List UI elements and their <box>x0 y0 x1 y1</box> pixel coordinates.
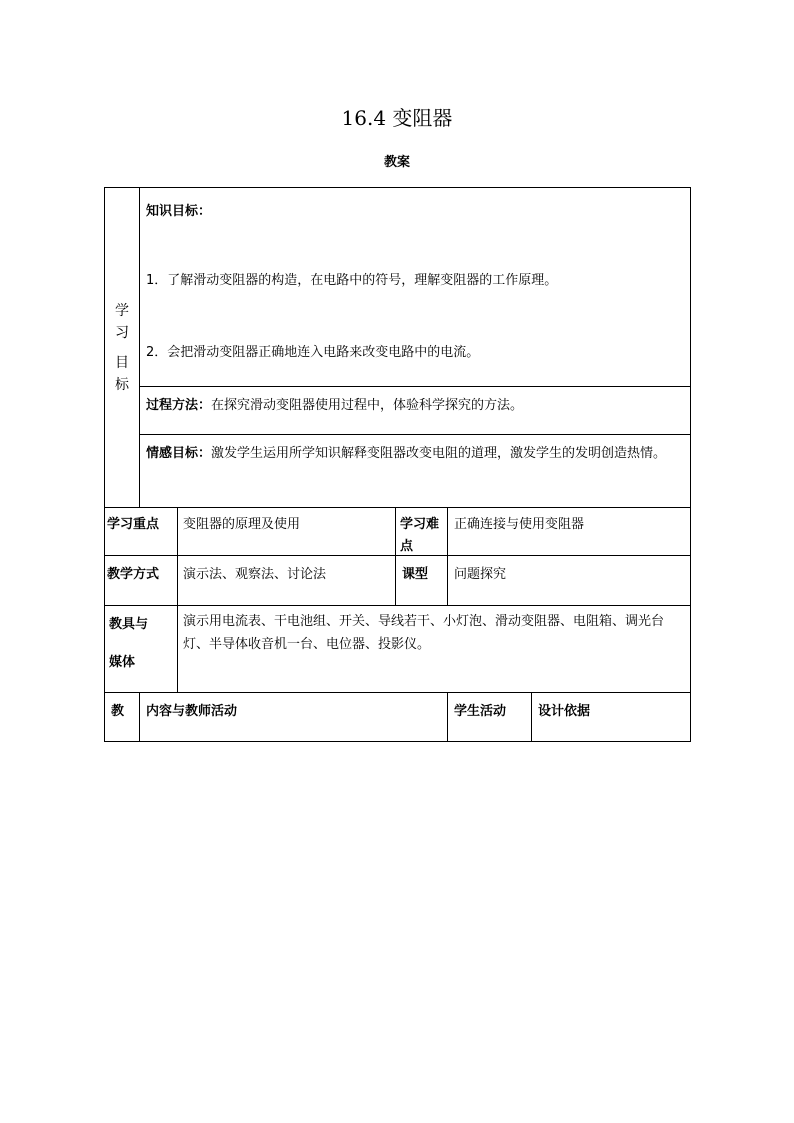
side-label-char: 习 <box>115 324 129 341</box>
tools-label-cell <box>105 606 178 693</box>
method-value-cell <box>178 556 396 606</box>
process-header-row <box>105 693 691 742</box>
objectives-knowledge-row <box>105 188 691 387</box>
tools-row <box>105 606 691 693</box>
difficulty-value-cell <box>448 508 691 556</box>
knowledge-label: 知识目标： <box>146 204 212 219</box>
key-point-value: 变阻器的原理及使用 <box>183 517 301 532</box>
type-value-cell <box>448 556 691 606</box>
process-header-col2 <box>140 693 448 742</box>
key-point-label-cell <box>105 508 178 556</box>
process-cell <box>140 387 691 435</box>
key-point-value-cell <box>178 508 396 556</box>
method-value: 演示法、观察法、讨论法 <box>183 567 327 582</box>
tools-value-cell <box>178 606 691 693</box>
process-header-design: 设计依据 <box>538 704 591 719</box>
emotion-text: 激发学生运用所学知识解释变阻器改变电阻的道理，激发学生的发明创造热情。 <box>211 446 667 461</box>
focus-row <box>105 508 691 556</box>
process-label: 过程方法： <box>146 398 212 413</box>
objectives-process-row <box>105 387 691 435</box>
side-label-char: 标 <box>115 376 129 393</box>
method-row <box>105 556 691 606</box>
objectives-emotion-row <box>105 435 691 508</box>
emotion-cell <box>140 435 691 508</box>
objectives-side-label <box>105 188 140 508</box>
type-label-cell <box>396 556 448 606</box>
knowledge-cell <box>140 188 691 387</box>
document-subtitle: 教案 <box>383 155 410 170</box>
knowledge-item-1: 1．了解滑动变阻器的构造，在电路中的符号，理解变阻器的工作原理。 <box>146 273 558 288</box>
process-header-student: 学生活动 <box>454 704 507 719</box>
difficulty-value: 正确连接与使用变阻器 <box>454 517 585 532</box>
method-label: 教学方式 <box>107 567 160 582</box>
method-label-cell <box>105 556 178 606</box>
lesson-plan-table <box>104 187 691 742</box>
side-label-char: 学 <box>115 302 129 319</box>
process-header-col3 <box>448 693 532 742</box>
process-header-content: 内容与教师活动 <box>146 704 238 719</box>
process-header-teach: 教 <box>111 704 125 719</box>
document-title: 16.4 变阻器 <box>341 106 453 130</box>
key-point-label: 学习重点 <box>107 517 160 532</box>
difficulty-label: 学习难点 <box>400 517 440 554</box>
process-header-col4 <box>532 693 691 742</box>
knowledge-item-2: 2．会把滑动变阻器正确地连入电路来改变电路中的电流。 <box>146 345 480 360</box>
difficulty-label-cell <box>396 508 448 556</box>
tools-value: 演示用电流表、干电池组、开关、导线若干、小灯泡、滑动变阻器、电阻箱、调光台灯、半导体收音机一台、电位器、投影仪。 <box>183 614 665 652</box>
type-value: 问题探究 <box>454 567 507 582</box>
emotion-label: 情感目标： <box>146 446 212 461</box>
process-header-col1 <box>105 693 140 742</box>
tools-label-line1: 教具与 <box>109 617 149 632</box>
tools-label-line2: 媒体 <box>109 655 136 670</box>
type-label: 课型 <box>402 567 429 582</box>
side-label-char: 目 <box>115 354 129 371</box>
process-text: 在探究滑动变阻器使用过程中，体验科学探究的方法。 <box>211 398 524 413</box>
